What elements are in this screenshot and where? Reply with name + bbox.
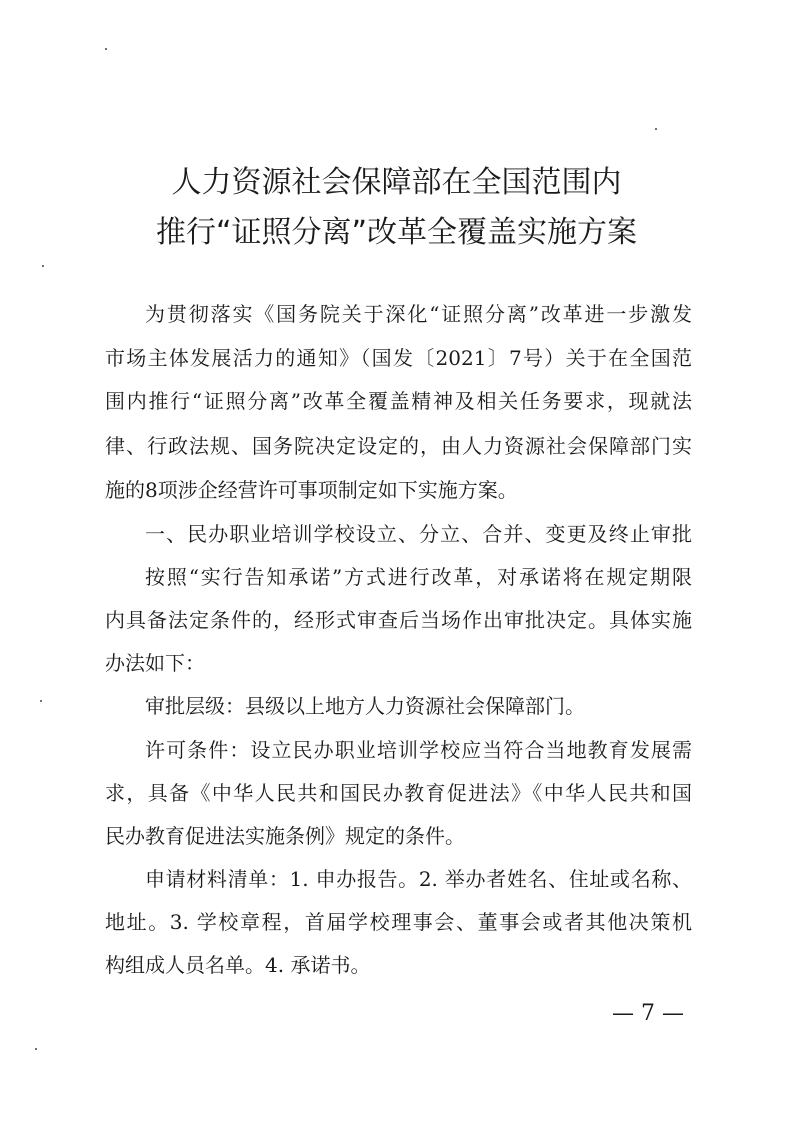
scan-speck (42, 265, 44, 267)
scan-speck (40, 700, 42, 702)
paragraph-line: 律、行政法规、国务院决定设定的，由人力资源社会保障部门实 (105, 434, 692, 458)
paragraph-line: 地址。3. 学校章程，首届学校理事会、董事会或者其他决策机 (105, 910, 692, 934)
paragraph-line: 办法如下： (105, 651, 205, 675)
document-title-line-2: 推行“证照分离”改革全覆盖实施方案 (155, 215, 638, 250)
scan-speck (35, 1048, 37, 1050)
paragraph-line: 申请材料清单：1. 申办报告。2. 举办者姓名、住址或名称、 (145, 867, 692, 891)
paragraph-line: 求，具备《中华人民共和国民办教育促进法》《中华人民共和国 (105, 781, 692, 805)
paragraph-line: 审批层级：县级以上地方人力资源社会保障部门。 (145, 694, 585, 718)
scan-speck (655, 128, 657, 130)
paragraph-line: 许可条件：设立民办职业培训学校应当符合当地教育发展需 (145, 738, 692, 762)
paragraph-line: 按照“实行告知承诺”方式进行改革，对承诺将在规定期限 (145, 565, 692, 589)
paragraph-line: 施的8项涉企经营许可事项制定如下实施方案。 (105, 478, 518, 502)
section-heading: 一、民办职业培训学校设立、分立、合并、变更及终止审批 (145, 522, 692, 546)
paragraph-line: 民办教育促进法实施条例》规定的条件。 (105, 824, 465, 848)
document-title-line-1: 人力资源社会保障部在全国范围内 (171, 165, 622, 200)
paragraph-line: 为贯彻落实《国务院关于深化“证照分离”改革进一步激发 (145, 302, 692, 326)
page-number: — 7 — (612, 1001, 684, 1026)
paragraph-line: 构组成人员名单。4. 承诺书。 (105, 953, 371, 977)
paragraph-line: 围内推行“证照分离”改革全覆盖精神及相关任务要求，现就法 (105, 389, 692, 413)
paragraph-line: 内具备法定条件的，经形式审查后当场作出审批决定。具体实施 (105, 608, 692, 632)
scan-speck (105, 48, 107, 50)
paragraph-line: 市场主体发展活力的通知》（国发〔2021〕7号）关于在全国范 (105, 346, 692, 370)
